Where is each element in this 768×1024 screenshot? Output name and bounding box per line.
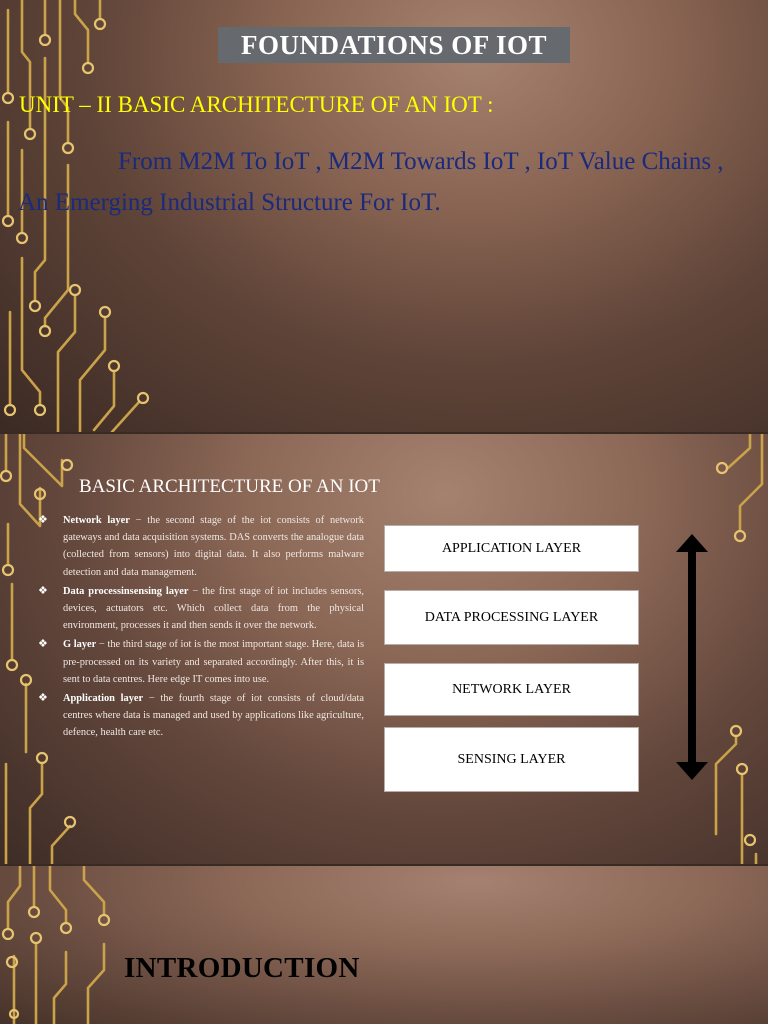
circuit-decoration: [0, 866, 150, 1024]
architecture-bullet-list: [38, 512, 364, 744]
bullet-term: Data processinsensing layer: [63, 585, 189, 597]
diamond-bullet-icon: ❖: [38, 584, 48, 597]
list-item: [38, 690, 364, 742]
network-layer-box: NETWORK LAYER: [384, 663, 639, 716]
bullet-text: − the first stage of iot includes sensors, devices, actuators etc. Which collect data from the physical environment, processes it and then sends it over the network.: [63, 585, 364, 632]
diamond-bullet-icon: ❖: [38, 692, 48, 705]
diamond-bullet-icon: ❖: [38, 514, 48, 526]
slide-introduction: [0, 866, 768, 1024]
list-item: [38, 512, 364, 581]
application-layer-box: APPLICATION LAYER: [384, 525, 639, 572]
double-arrow-icon: [672, 532, 712, 782]
slide-basic-architecture: [0, 434, 768, 864]
bullet-text: − the third stage of iot is the most important stage. Here, data is pre-processed on its variety and separated accordingly. After this, it is sent to data centres. Here edge IT comes into use.: [63, 639, 364, 685]
bullet-text: − the fourth stage of iot consists of cloud/data centres where data is managed and used by applications like agriculture, defence, health care etc.: [63, 693, 365, 739]
list-item: [38, 583, 364, 635]
architecture-heading: BASIC ARCHITECTURE OF AN IOT: [79, 476, 380, 497]
bullet-text: − the second stage of the iot consists of network gateways and data acquisition systems. DAS converts the analogue data (collected from sensors) into digital data. It also performs malware detection and data management.: [63, 515, 365, 578]
introduction-title: INTRODUCTION: [124, 952, 360, 984]
unit-heading: UNIT – II BASIC ARCHITECTURE OF AN IOT :: [19, 92, 494, 117]
unit-topics: From M2M To IoT , M2M Towards IoT , IoT Value Chains , An Emerging Industrial Structure For IoT.: [18, 148, 724, 216]
bullet-term: G layer: [63, 639, 97, 651]
slide-foundations: [0, 0, 768, 432]
list-item: [38, 636, 364, 688]
diamond-bullet-icon: ❖: [38, 638, 48, 651]
presentation-title: FOUNDATIONS OF IOT: [218, 27, 570, 63]
bullet-term: Network layer: [63, 515, 130, 526]
data-processing-layer-box: DATA PROCESSING LAYER: [384, 590, 639, 645]
bullet-term: Application layer: [63, 693, 144, 705]
sensing-layer-box: SENSING LAYER: [384, 727, 639, 792]
